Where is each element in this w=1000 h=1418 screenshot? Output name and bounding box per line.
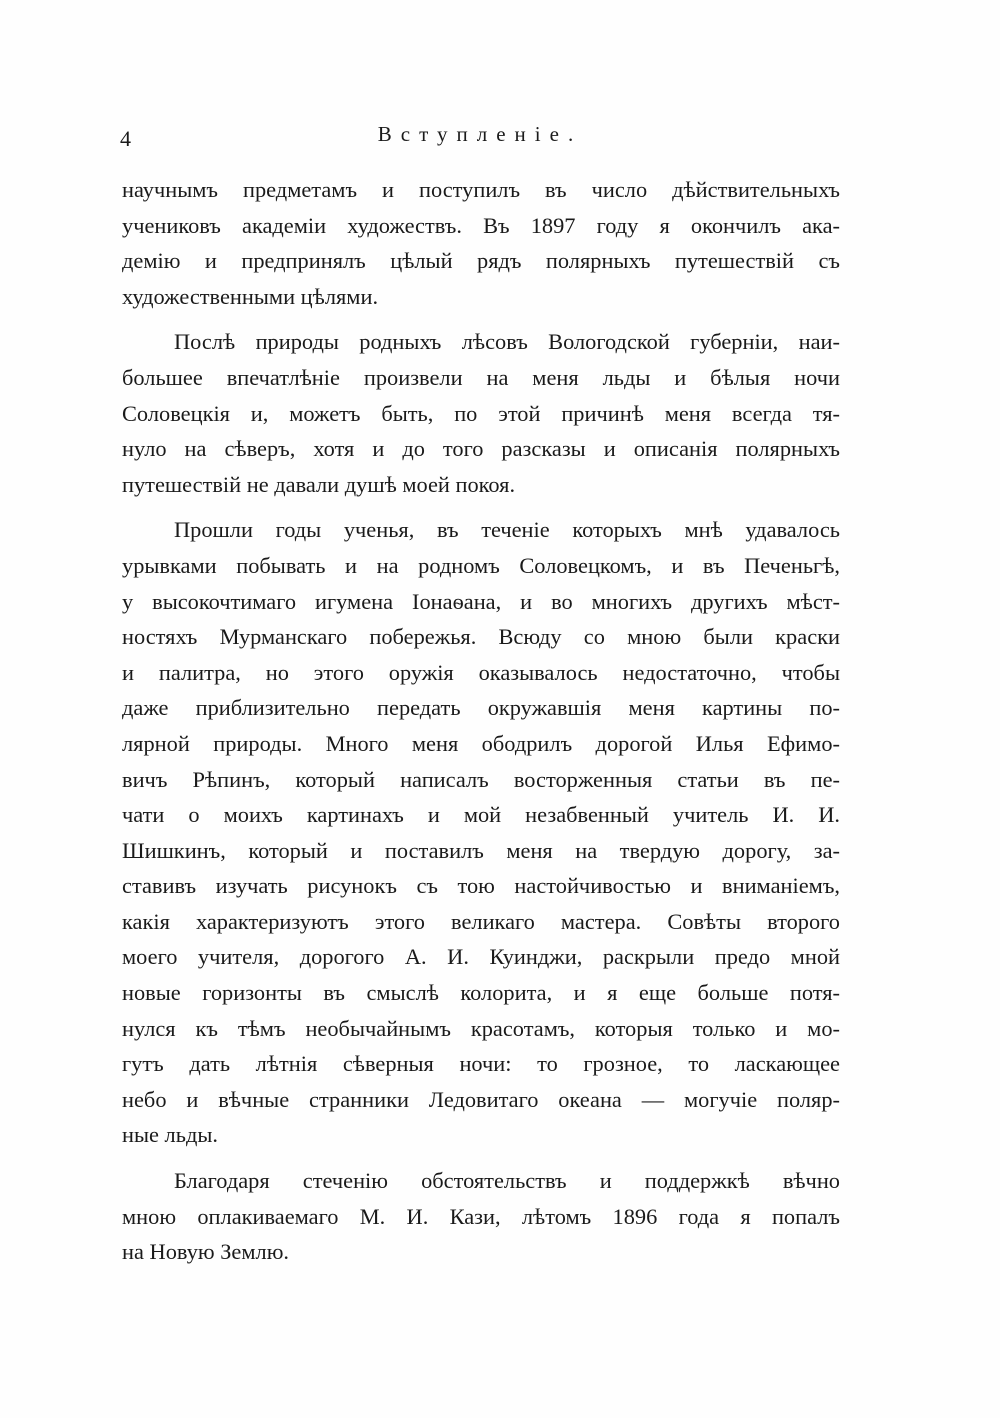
page-number: 4 bbox=[120, 126, 131, 151]
text-line: на Новую Землю. bbox=[122, 1239, 290, 1265]
text-line: научнымъ предметамъ и поступилъ въ число дѣйствительныхъ bbox=[122, 177, 840, 202]
text-line: у высокочтимаго игумена Іонаѳана, и во многихъ другихъ мѣст- bbox=[122, 588, 840, 614]
text-line: Благодаря стеченію обстоятельствъ и поддержкѣ вѣчно bbox=[174, 1168, 840, 1194]
text-line: какія характеризуютъ этого великаго мастера. Совѣты второго bbox=[122, 908, 840, 934]
text-line: урывками побывать и на родномъ Соловецкомъ, и въ Печеньгѣ, bbox=[122, 552, 840, 578]
text-line: нуло на сѣверъ, хотя и до того разсказы и описанія полярныхъ bbox=[122, 436, 840, 462]
text-line: небо и вѣчные странники Ледовитаго океана — могучіе поляр- bbox=[122, 1086, 840, 1112]
paragraph bbox=[122, 172, 840, 314]
text-line: и палитра, но этого оружія оказывалось недостаточно, чтобы bbox=[122, 659, 840, 685]
text-line: ностяхъ Мурманскаго побережья. Всюду со мною были краски bbox=[122, 624, 840, 650]
text-line: Соловецкія и, можетъ быть, по этой причинѣ меня всегда тя- bbox=[122, 400, 840, 426]
text-line: Шишкинъ, который и поставилъ меня на твердую дорогу, за- bbox=[122, 837, 840, 863]
text-line: демію и предпринялъ цѣлый рядъ полярныхъ путешествій съ bbox=[122, 248, 840, 274]
text-line: Прошли годы ученья, въ теченіе которыхъ мнѣ удавалось bbox=[174, 517, 840, 543]
paragraph bbox=[122, 1163, 840, 1270]
text-line: нулся къ тѣмъ необычайнымъ красотамъ, которыя только и мо- bbox=[122, 1015, 840, 1041]
paragraph bbox=[122, 324, 840, 502]
paragraph bbox=[122, 512, 840, 1153]
text-line: путешествій не давали душѣ моей покоя. bbox=[122, 471, 516, 497]
text-line: лярной природы. Много меня ободрилъ дорогой Илья Ефимо- bbox=[122, 730, 840, 756]
text-line: моего учителя, дорогого А. И. Куинджи, раскрыли предо мной bbox=[122, 944, 840, 970]
text-line: ставивъ изучать рисунокъ съ тою настойчивостью и вниманіемъ, bbox=[122, 873, 840, 899]
page-header bbox=[120, 122, 840, 158]
running-title: Вступленіе. bbox=[377, 122, 583, 146]
text-line: гутъ дать лѣтнія сѣверныя ночи: то грозное, то ласкающее bbox=[122, 1051, 840, 1077]
body-text bbox=[122, 172, 840, 1280]
text-line: новые горизонты въ смыслѣ колорита, и я еще больше потя- bbox=[122, 980, 840, 1006]
text-line: большее впечатлѣніе произвели на меня льды и бѣлыя ночи bbox=[122, 364, 840, 390]
text-line: Послѣ природы родныхъ лѣсовъ Вологодской губерніи, наи- bbox=[174, 329, 840, 355]
text-line: даже приблизительно передать окружавшія меня картины по- bbox=[122, 695, 840, 721]
text-line: художественными цѣлями. bbox=[122, 283, 379, 309]
text-line: учениковъ академіи художествъ. Въ 1897 году я окончилъ ака- bbox=[122, 212, 840, 238]
text-line: мною оплакиваемаго М. И. Кази, лѣтомъ 1896 года я попалъ bbox=[122, 1203, 840, 1229]
text-line: чати о моихъ картинахъ и мой незабвенный учитель И. И. bbox=[122, 802, 840, 828]
text-line: вичъ Рѣпинъ, который написалъ восторженныя статьи въ пе- bbox=[122, 766, 840, 792]
text-line: ные льды. bbox=[122, 1122, 218, 1148]
